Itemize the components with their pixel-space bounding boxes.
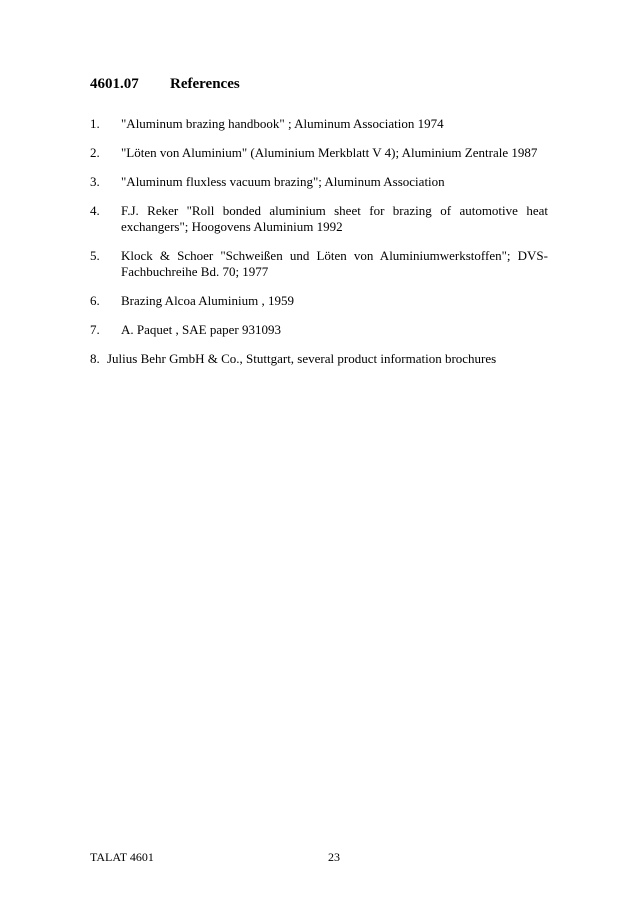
section-heading xyxy=(90,76,240,93)
footer-document-id: TALAT 4601 xyxy=(90,850,154,864)
reference-number: 2. xyxy=(90,145,100,160)
reference-text: "Aluminum brazing handbook" ; Aluminum Association 1974 xyxy=(121,116,444,131)
reference-text: "Löten von Aluminium" (Aluminium Merkblatt V 4); Aluminium Zentrale 1987 xyxy=(121,145,538,160)
section-title: References xyxy=(170,76,240,92)
section-number: 4601.07 xyxy=(90,76,139,92)
reference-list xyxy=(90,116,548,380)
reference-number: 3. xyxy=(90,174,100,189)
reference-item-1 xyxy=(90,116,548,132)
footer-page-number: 23 xyxy=(328,850,340,864)
reference-item-7 xyxy=(90,322,548,338)
reference-text: F.J. Reker "Roll bonded aluminium sheet for brazing of automotive heat exchangers"; Hoogovens Aluminium 1992 xyxy=(121,203,548,234)
reference-text: Julius Behr GmbH & Co., Stuttgart, several product information brochures xyxy=(107,351,497,366)
reference-item-3 xyxy=(90,174,548,190)
reference-number: 7. xyxy=(90,322,100,337)
reference-number: 1. xyxy=(90,116,100,131)
reference-text: Brazing Alcoa Aluminium , 1959 xyxy=(121,293,294,308)
reference-item-2 xyxy=(90,145,548,161)
reference-number: 5. xyxy=(90,248,100,263)
reference-item-8 xyxy=(90,351,548,367)
reference-item-5 xyxy=(90,248,548,280)
reference-text: "Aluminum fluxless vacuum brazing"; Aluminum Association xyxy=(121,174,445,189)
reference-number: 8. xyxy=(90,351,100,366)
reference-number: 6. xyxy=(90,293,100,308)
reference-text: A. Paquet , SAE paper 931093 xyxy=(121,322,281,337)
reference-item-4 xyxy=(90,203,548,235)
reference-text: Klock & Schoer "Schweißen und Löten von Aluminiumwerkstoffen"; DVS-Fachbuchreihe Bd. 70; 1977 xyxy=(121,248,548,279)
reference-item-6 xyxy=(90,293,548,309)
reference-number: 4. xyxy=(90,203,100,218)
